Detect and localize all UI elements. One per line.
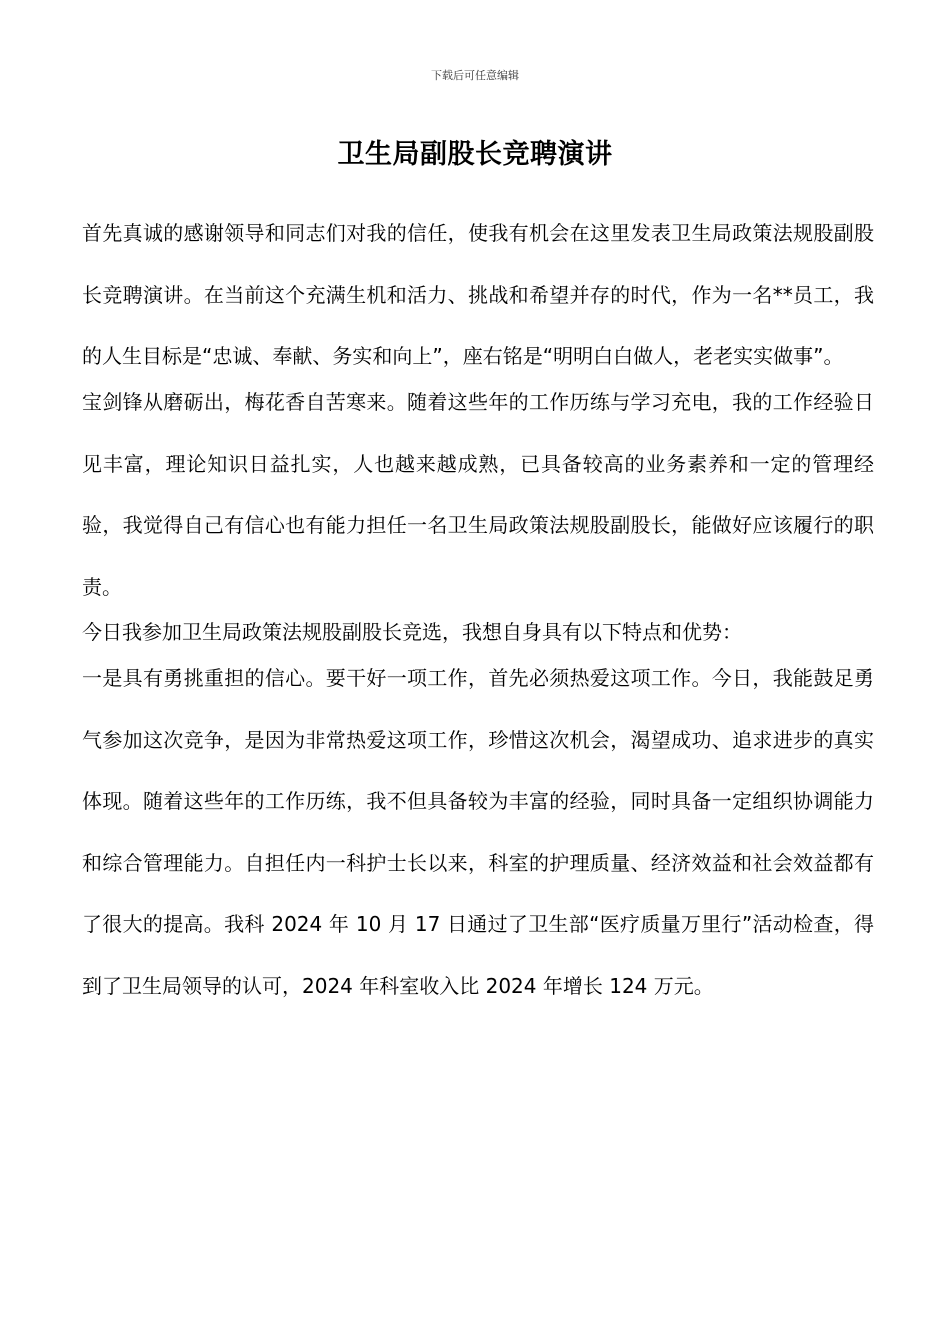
paragraph-2: 宝剑锋从磨砺出，梅花香自苦寒来。随着这些年的工作历练与学习充电，我的工作经验日见丰富，理论知识日益扎实，人也越来越成熟，已具备较高的业务素养和一定的管理经验，我觉得自己有信心也有能力担任一名卫生局政策法规股副股长，能做好应该履行的职责。	[82, 390, 874, 599]
header-note: 下载后可任意编辑	[431, 69, 519, 82]
paragraph-3: 今日我参加卫生局政策法规股副股长竞选，我想自身具有以下特点和优势：	[82, 620, 742, 645]
paragraph-4: 一是具有勇挑重担的信心。要干好一项工作，首先必须热爱这项工作。今日，我能鼓足勇气参加这次竞争，是因为非常热爱这项工作，珍惜这次机会，渴望成功、追求进步的真实体现。随着这些年的工作历练，我不但具备较为丰富的经验，同时具备一定组织协调能力和综合管理能力。自担任内一科护士长以来，科室的护理质量、经济效益和社会效益都有了很大的提高。我科 2024 年 10 月 17 日通过了卫生部“医疗质量万里行”活动检查，得到了卫生局领导的认可，2024 年科室收入比 2024 年增长 124 万元。	[82, 666, 874, 998]
paragraph-1: 首先真诚的感谢领导和同志们对我的信任，使我有机会在这里发表卫生局政策法规股副股长竞聘演讲。在当前这个充满生机和活力、挑战和希望并存的时代，作为一名**员工，我的人生目标是“忠诚、奉献、务实和向上”，座右铭是“明明白白做人，老老实实做事”。	[82, 221, 874, 369]
document-title: 卫生局副股长竞聘演讲	[337, 139, 613, 170]
document-body	[82, 219, 874, 1017]
